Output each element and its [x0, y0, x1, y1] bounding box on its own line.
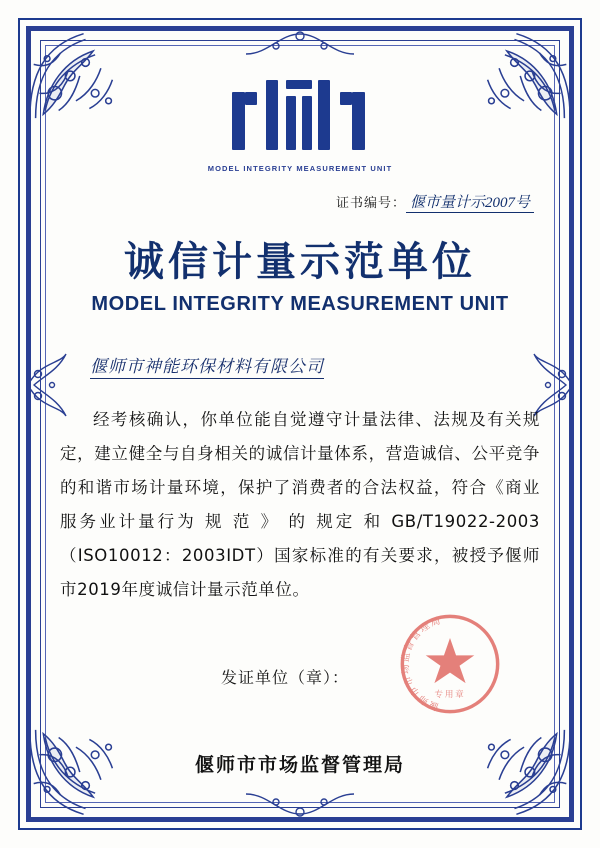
- logo-caption: MODEL INTEGRITY MEASUREMENT UNIT: [207, 164, 393, 173]
- page-title-cn: 诚信计量示范单位: [124, 239, 476, 285]
- body-text: [60, 403, 540, 607]
- recipient-name: [60, 352, 540, 377]
- top-ornament-icon: [240, 24, 360, 58]
- logo-block: [60, 74, 540, 173]
- page-title-en: MODEL INTEGRITY MEASUREMENT UNIT: [91, 293, 509, 315]
- certificate-number-label: 证书编号：: [335, 195, 406, 210]
- official-red-seal-icon: [398, 612, 502, 716]
- body-paragraph: 经考核确认，你单位能自觉遵守计量法律、法规及有关规定，建立健全与自身相关的诚信计量体系，营造诚信、公平竞争的和谐市场计量环境，保护了消费者的合法权益，符合《商业 服务业计量行为 规 范 》 的 规定 和 GB/T19022-2003（ISO10012：2003IDT）国家标准的有关要求，被授予偃师市2019年度诚信计量示范单位。: [60, 410, 540, 599]
- issuing-organization: 偃师市市场监督管理局: [194, 754, 405, 776]
- issuer-label: 发证单位（章）：: [220, 668, 349, 687]
- mim-monogram-logo-icon: [60, 74, 540, 156]
- certificate-number-value: 偃市量计示2007号: [406, 195, 534, 213]
- svg-text:偃师市市场监督管理局: 偃师市市场监督管理局: [400, 615, 444, 713]
- svg-text:专用章: 专用章: [434, 689, 466, 700]
- certificate-number: [60, 191, 540, 212]
- recipient-name-text: 偃师市神能环保材料有限公司: [90, 357, 324, 379]
- bottom-ornament-icon: [240, 790, 360, 824]
